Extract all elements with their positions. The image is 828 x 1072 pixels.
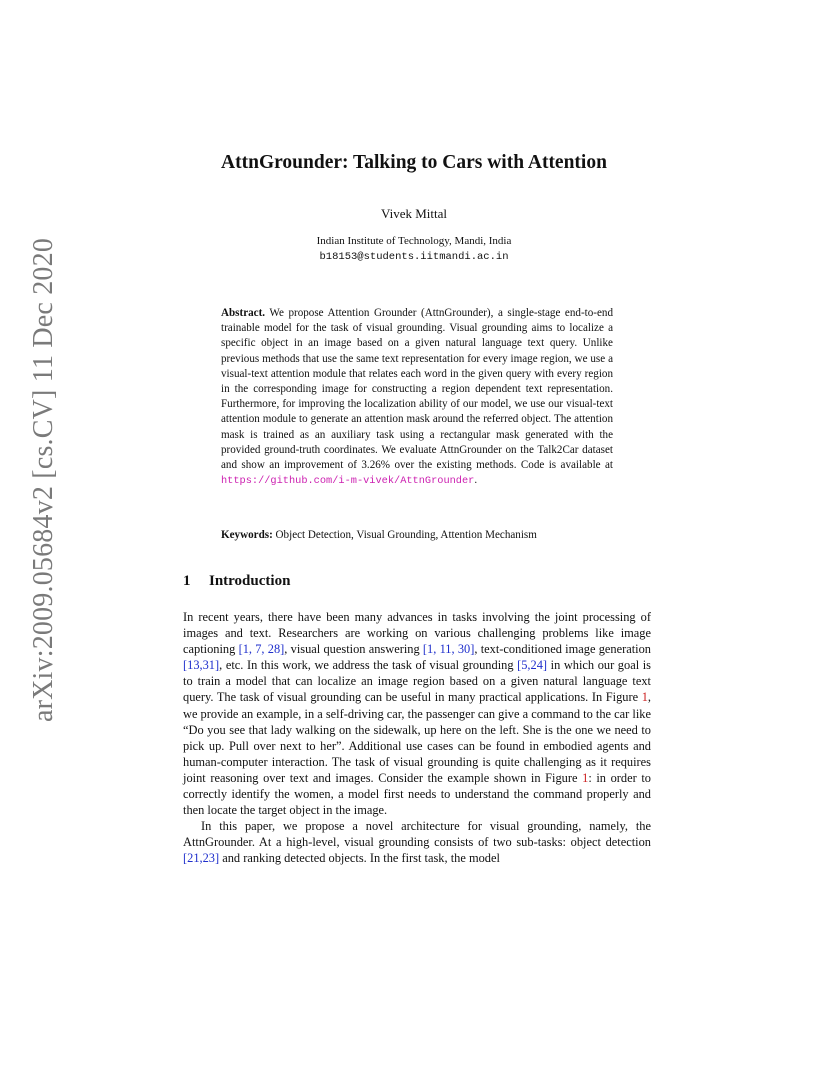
citation-link[interactable]: [13,31] — [183, 658, 220, 673]
introduction-body — [183, 609, 651, 867]
abstract-label: Abstract. — [221, 307, 266, 319]
intro-p2-text: In this paper, we propose a novel architecture for visual grounding, namely, the AttnGrounder. At a high-level, visual grounding consists of two sub-tasks: object detection — [183, 819, 651, 850]
intro-p1-text: in which our goal is to train a model that can localize an image region based on a given natural language text query. The task of visual grounding can be useful in many practical applications. In Figure — [183, 658, 651, 705]
intro-paragraph-2 — [183, 818, 651, 866]
section-heading-introduction — [183, 573, 290, 590]
author-name: Vivek Mittal — [380, 206, 447, 221]
section-title: Introduction — [209, 573, 291, 589]
citation-link[interactable]: [1, 11, 30] — [422, 642, 475, 657]
intro-p1-text: , text-conditioned image generation — [474, 642, 651, 657]
section-number: 1 — [183, 573, 191, 589]
paper-title: AttnGrounder: Talking to Cars with Attention — [221, 152, 607, 173]
citation-link[interactable]: [1, 7, 28] — [238, 642, 285, 657]
intro-paragraph-1 — [183, 609, 651, 818]
abstract-text: We propose Attention Grounder (AttnGrounder), a single-stage end-to-end trainable model for the task of visual grounding. Visual grounding aims to localize a specific object in an image based on a given natural language text query. Unlike previous methods that use the same text representation for every image region, we use a visual-text attention module that relates each word in the given query with every region in the corresponding image for constructing a region dependent text representation. Furthermore, for improving the localization ability of our model, we use our visual-text attention module to generate an attention mask around the referred object. The attention mask is trained as an auxiliary task using a rectangular mask generated with the provided ground-truth coordinates. We evaluate AttnGrounder on the Talk2Car dataset and show an improvement of 3.26% over the existing methods. Code is available at — [221, 307, 613, 472]
abstract-end-period: . — [474, 474, 478, 487]
author-affiliation: Indian Institute of Technology, Mandi, India — [316, 235, 512, 247]
intro-p1-text: , visual question answering — [284, 642, 423, 657]
intro-p1-text: : in order to correctly identify the women, a model first needs to understand the command properly and then locate the target object in the image. — [183, 770, 652, 818]
keywords-line — [221, 529, 621, 541]
keywords-label: Keywords: — [221, 529, 273, 541]
arxiv-identifier-text: arXiv:2009.05684v2 [cs.CV] 11 Dec 2020 — [28, 237, 59, 723]
keywords-text: Object Detection, Visual Grounding, Attention Mechanism — [275, 529, 537, 541]
citation-link[interactable]: [21,23] — [183, 851, 220, 866]
author-email[interactable]: b18153@students.iitmandi.ac.in — [319, 251, 509, 263]
intro-p2-text: and ranking detected objects. In the first task, the model — [219, 851, 500, 866]
figure-reference-link[interactable]: 1 — [582, 770, 589, 785]
intro-p1-text: , we provide an example, in a self-driving car, the passenger can give a command to the car like “Do you see that lady walking on the sidewalk, up here on the left. She is the one we need to pick up. Pull over next to her”. Additional use cases can be found in embodied agents and human-computer interaction. The task of visual grounding is quite challenging as it requires joint reasoning over text and images. Consider the example shown in Figure — [183, 690, 651, 785]
abstract-block — [221, 306, 613, 489]
intro-p1-text: , etc. In this work, we address the task of visual grounding — [219, 658, 518, 673]
figure-reference-link[interactable]: 1 — [641, 690, 648, 705]
intro-p1-text: In recent years, there have been many advances in tasks involving the joint processing of images and text. Researchers are working on various challenging problems like image captioning — [183, 610, 651, 657]
code-repository-link[interactable]: https://github.com/i-m-vivek/AttnGrounder — [221, 475, 475, 488]
citation-link[interactable]: [5,24] — [517, 658, 548, 673]
